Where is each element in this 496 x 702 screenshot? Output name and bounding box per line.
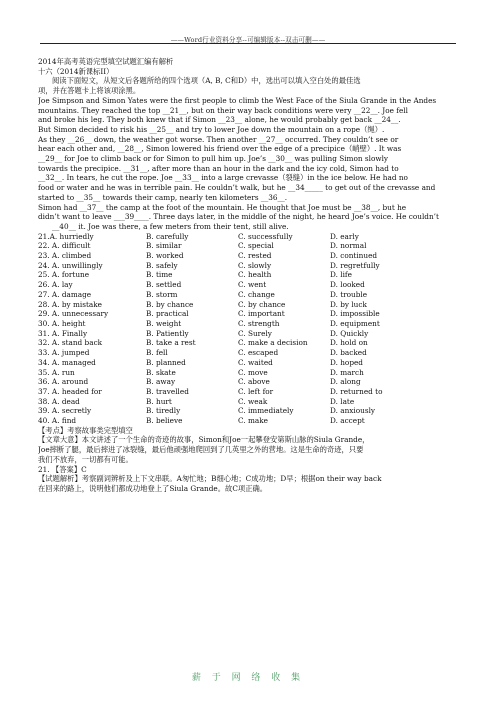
option-choice: D. early <box>330 231 359 241</box>
option-choice: D. regretfully <box>330 260 380 270</box>
option-row <box>38 348 458 358</box>
option-choice: 30. A. height <box>38 318 86 328</box>
option-choice: C. strength <box>238 318 280 328</box>
option-choice: B. by chance <box>146 299 194 309</box>
option-choice: 32. A. stand back <box>38 338 103 348</box>
option-choice: D. accept <box>330 416 365 426</box>
passage-line: Joe Simpson and Simon Yates were the first people to climb the West Face of the Siula Grande in the Andes <box>38 95 437 105</box>
option-choice: B. take a rest <box>146 338 196 348</box>
option-choice: 29. A. unnecessary <box>38 309 109 319</box>
instruction-line: 阅读下面短文，从短文后各题所给的四个选项（A, B, C和D）中，选出可以填入空白处的最佳选 <box>52 76 361 86</box>
option-choice: C. left for <box>238 386 274 396</box>
option-choice: C. by chance <box>238 299 286 309</box>
option-choice: D. hold on <box>330 338 368 348</box>
option-choice: B. similar <box>146 241 182 251</box>
option-choice: B. Patiently <box>146 328 189 338</box>
option-choice: C. make a decision <box>238 338 308 348</box>
passage <box>38 96 458 232</box>
option-choice: D. anxiously <box>330 406 376 416</box>
option-choice: C. escaped <box>238 348 279 358</box>
passage-line: But Simon decided to risk his __25__ and try to lower Joe down the mountain on a rope（绳）. <box>38 124 385 134</box>
option-choice: D. backed <box>330 348 367 358</box>
doc-subtitle: 十六（2014新课标II） <box>38 66 114 76</box>
footer-watermark: 薪 于 网 络 收 集 <box>191 673 305 683</box>
option-choice: B. believe <box>146 416 183 426</box>
passage-line: towards the precipice. __31__, after more than an hour in the dark and the icy cold, Simon had to <box>38 163 399 173</box>
option-choice: 35. A. run <box>38 367 75 377</box>
option-row <box>38 387 458 397</box>
passage-line: didn’t want to leave ___39____. Three days later, in the middle of the night, he heard Joe’s voice. He couldn’t <box>38 212 439 222</box>
analysis-line: 在回来的路上，说明他们都成功地登上了Siula Grande。故C项正确。 <box>38 483 268 493</box>
passage-line: and broke his leg. They both knew that if Simon __23__ alone, he would probably get back __24__. <box>38 115 401 125</box>
option-choice: C. move <box>238 367 268 377</box>
analysis-line: 【考点】考察故事类完型填空 <box>38 425 133 435</box>
document-body <box>38 57 458 494</box>
option-choice: B. time <box>146 270 173 280</box>
option-row <box>38 319 458 329</box>
option-choice: B. tiredly <box>146 406 181 416</box>
option-choice: D. march <box>330 367 364 377</box>
option-choice: 37. A. headed for <box>38 386 102 396</box>
option-row <box>38 309 458 319</box>
option-choice: 22. A. difficult <box>38 241 91 251</box>
doc-title: 2014年高考英语完型填空试题汇编有解析 <box>38 57 174 66</box>
option-choice: C. Surely <box>238 328 272 338</box>
option-choice: B. weight <box>146 318 182 328</box>
option-choice: B. hurt <box>146 396 172 406</box>
option-row <box>38 232 458 242</box>
option-row <box>38 270 458 280</box>
option-choice: D. life <box>330 270 352 280</box>
option-choice: D. equipment <box>330 318 380 328</box>
option-row <box>38 251 458 261</box>
option-choice: D. looked <box>330 280 365 290</box>
option-row <box>38 280 458 290</box>
option-choice: D. late <box>330 396 355 406</box>
option-row <box>38 368 458 378</box>
page-header: ——Word行业资料分享--可编辑版本--双击可删—— <box>170 36 326 44</box>
option-choice: C. immediately <box>238 406 294 416</box>
option-choice: 39. A. secretly <box>38 406 92 416</box>
option-row <box>38 300 458 310</box>
option-choice: D. Quickly <box>330 328 369 338</box>
option-choice: C. weak <box>238 396 268 406</box>
option-choice: C. make <box>238 416 268 426</box>
passage-line: __32__. In tears, he cut the rope. Joe __33__ into a large crevasse（裂缝）in the ice below. He had no <box>38 173 408 183</box>
option-choice: B. settled <box>146 280 182 290</box>
option-choice: 36. A. around <box>38 377 89 387</box>
analysis-line: 我们不放弃，一切都有可能。 <box>38 454 133 464</box>
option-choice: 26. A. lay <box>38 280 73 290</box>
option-choice: B. away <box>146 377 176 387</box>
option-choice: B. skate <box>146 367 176 377</box>
option-choice: D. continued <box>330 251 378 261</box>
option-choice: C. slowly <box>238 260 272 270</box>
option-choice: C. health <box>238 270 272 280</box>
passage-line: __29__ for Joe to climb back or for Simon to pull him up. Joe’s __30__ was pulling Simon slowly <box>38 154 389 164</box>
option-choice: D. trouble <box>330 289 368 299</box>
option-row <box>38 261 458 271</box>
option-choice: 40. A. find <box>38 416 77 426</box>
option-choice: B. safely <box>146 260 178 270</box>
analysis-line: 【试题解析】考察副词辨析及上下文串联。A匆忙地；B细心地；C成功地；D早；根据on their way back <box>38 474 382 484</box>
option-choice: C. rested <box>238 251 272 261</box>
option-choice: 21.A. hurriedly <box>38 231 94 241</box>
option-choice: B. fell <box>146 348 168 358</box>
option-row <box>38 406 458 416</box>
analysis <box>38 426 458 494</box>
analysis-line: Joe摔断了腿，最后摔进了冰裂缝，最后他顽强地爬回到了几英里之外的营地。这是生命的奇迹，只要 <box>38 445 364 455</box>
passage-line: food or water and he was in terrible pain. He couldn’t walk, but he __34_____ to get out of the crevasse and <box>38 183 436 193</box>
option-row <box>38 377 458 387</box>
option-row <box>38 329 458 339</box>
option-choice: B. worked <box>146 251 184 261</box>
option-choice: D. normal <box>330 241 367 251</box>
passage-line: started to __35__ towards their camp, nearly ten kilometers __36__. <box>38 192 288 202</box>
option-choice: C. special <box>238 241 274 251</box>
header-divider <box>40 43 456 44</box>
option-choice: 31. A. Finally <box>38 328 88 338</box>
option-choice: B. planned <box>146 357 186 367</box>
passage-line: mountains. They reached the top __21__, but on their way back conditions were very __22__. Joe fell <box>38 105 408 115</box>
option-row <box>38 241 458 251</box>
option-choice: C. above <box>238 377 270 387</box>
option-choice: D. returned to <box>330 386 383 396</box>
option-row <box>38 397 458 407</box>
option-choice: B. practical <box>146 309 189 319</box>
passage-line: hear each other and, __28__, Simon lowered his friend over the edge of a precipice（峭壁）. It was <box>38 144 402 154</box>
option-row <box>38 338 458 348</box>
option-choice: C. waited <box>238 357 273 367</box>
option-choice: C. important <box>238 309 285 319</box>
passage-line: Simon had __37__ the camp at the foot of the mountain. He thought that Joe must be __38__, but he <box>38 202 407 212</box>
option-choice: 24. A. unwillingly <box>38 260 103 270</box>
option-choice: D. hoped <box>330 357 363 367</box>
option-choice: D. along <box>330 377 361 387</box>
answer-options <box>38 232 458 426</box>
option-choice: B. travelled <box>146 386 189 396</box>
option-choice: C. went <box>238 280 267 290</box>
option-choice: 38. A. dead <box>38 396 80 406</box>
option-choice: D. impossible <box>330 309 380 319</box>
analysis-line: 21. 【答案】C <box>38 464 87 474</box>
option-choice: 33. A. jumped <box>38 348 90 358</box>
option-row <box>38 416 458 426</box>
option-choice: C. successfully <box>238 231 293 241</box>
option-choice: 28. A. by mistake <box>38 299 102 309</box>
option-choice: 34. A. managed <box>38 357 96 367</box>
option-choice: B. carefully <box>146 231 189 241</box>
instruction-line: 项，并在答题卡上将该项涂黑。 <box>38 86 141 96</box>
option-row <box>38 290 458 300</box>
option-choice: B. storm <box>146 289 178 299</box>
option-choice: 23. A. climbed <box>38 251 92 261</box>
analysis-line: 【文章大意】本文讲述了一个生命的奇迹的故事，Simon和Joe一起攀登安第斯山脉的Siula Grande， <box>38 435 370 445</box>
passage-line: As they __26__ down, the weather got worse. Then another __27__ occurred. They couldn’t see or <box>38 134 399 144</box>
passage-line: __40__ it. Joe was there, a few meters from their tent, still alive. <box>52 221 289 231</box>
option-choice: 27. A. damage <box>38 289 92 299</box>
option-row <box>38 358 458 368</box>
option-choice: 25. A. fortune <box>38 270 90 280</box>
option-choice: C. change <box>238 289 275 299</box>
option-choice: D. by luck <box>330 299 367 309</box>
